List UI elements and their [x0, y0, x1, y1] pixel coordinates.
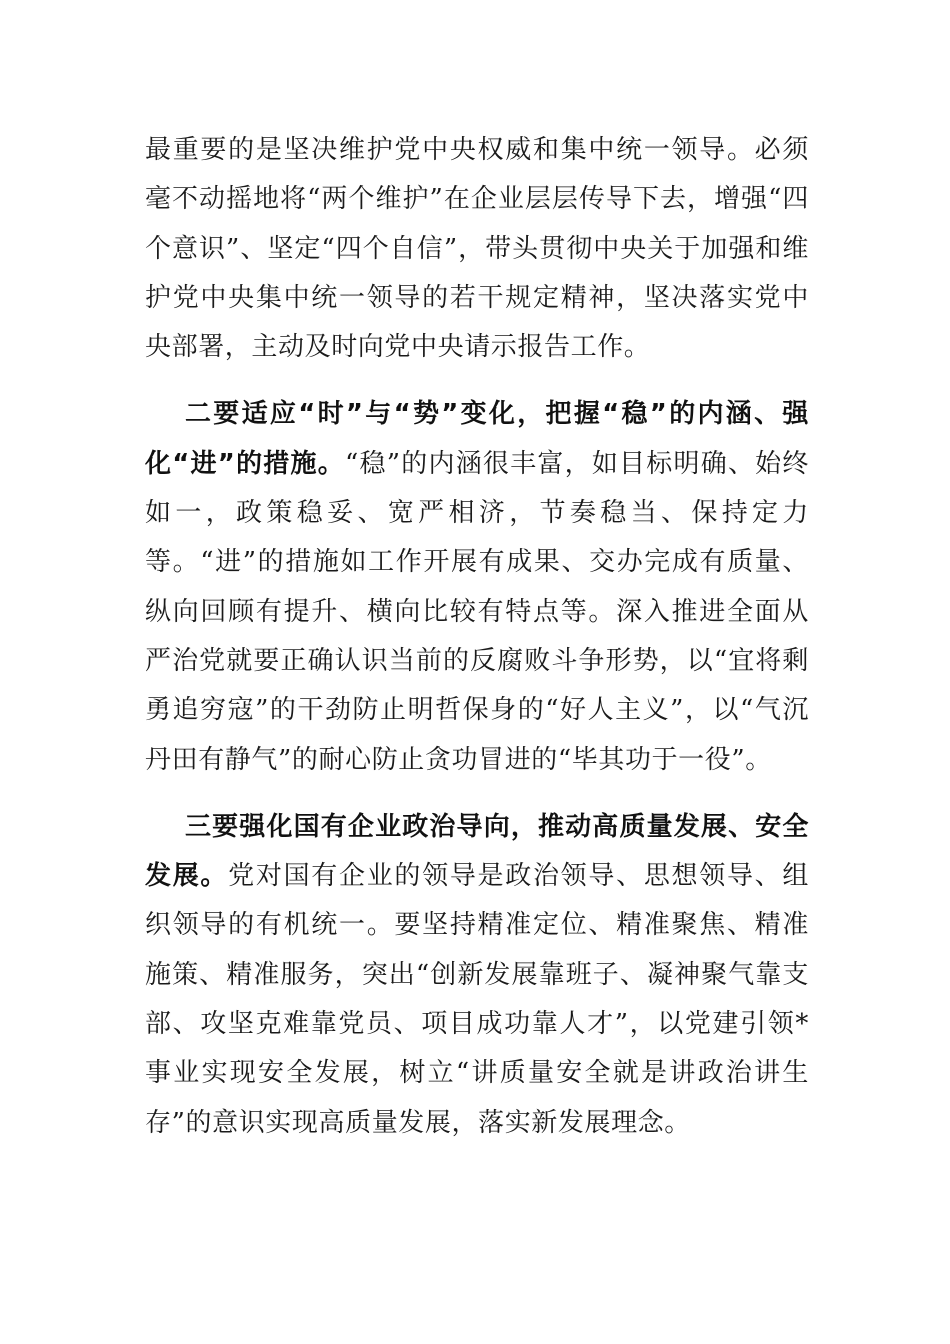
paragraph-1 — [145, 126, 809, 372]
paragraph-3-heading: 三要强化国有企业政治导向，推动高质量发展、安全发展。 — [145, 811, 809, 892]
paragraph-3-text: 党对国有企业的领导是政治领导、思想领导、组织领导的有机统一。要坚持精准定位、精准聚焦、精准施策、精准服务，突出“创新发展靠班子、凝神聚气靠支部、攻坚克难靠党员、项目成功靠人才”，以党建引领*事业实现安全发展，树立“讲质量安全就是讲政治讲生存”的意识实现高质量发展，落实新发展理念。 — [145, 861, 809, 1138]
paragraph-1-text: 最重要的是坚决维护党中央权威和集中统一领导。必须毫不动摇地将“两个维护”在企业层层传导下去，增强“四个意识”、坚定“四个自信”，带头贯彻中央关于加强和维护党中央集中统一领导的若干规定精神，坚决落实党中央部署，主动及时向党中央请示报告工作。 — [145, 135, 809, 363]
paragraph-2-heading: 二要适应“时”与“势”变化，把握“稳”的内涵、强化“进”的措施。 — [145, 399, 809, 479]
paragraph-3 — [145, 803, 809, 1148]
paragraph-2 — [145, 390, 809, 784]
paragraph-2-text: “稳”的内涵很丰富，如目标明确、始终如一，政策稳妥、宽严相济，节奏稳当、保持定力等。“进”的措施如工作开展有成果、交办完成有质量、纵向回顾有提升、横向比较有特点等。深入推进全面从严治党就要正确认识当前的反腐败斗争形势，以“宜将剩勇追穷寇”的干劲防止明哲保身的“好人主义”，以“气沉丹田有静气”的耐心防止贪功冒进的“毕其功于一役”。 — [145, 448, 809, 775]
document-body — [145, 126, 809, 1166]
